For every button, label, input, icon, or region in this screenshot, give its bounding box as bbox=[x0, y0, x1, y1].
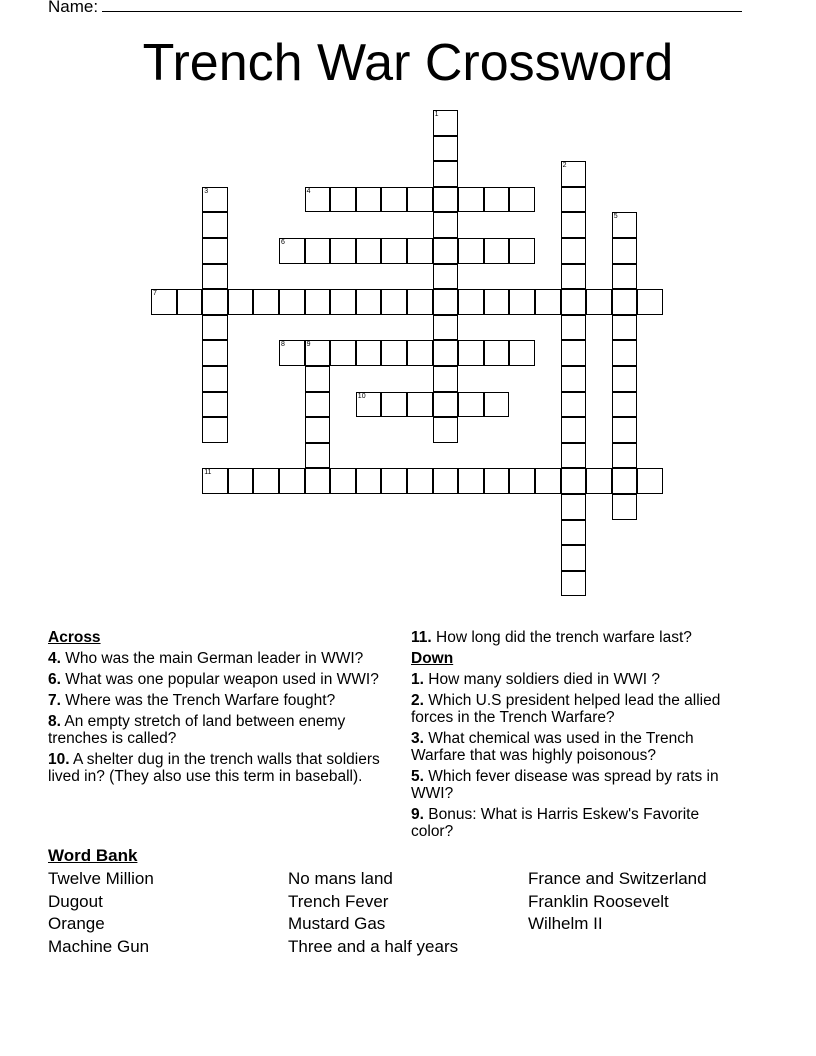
crossword-cell[interactable] bbox=[202, 315, 228, 341]
crossword-cell[interactable] bbox=[561, 264, 587, 290]
crossword-cell[interactable] bbox=[305, 340, 331, 366]
word-bank-item: No mans land bbox=[288, 869, 393, 888]
crossword-cell[interactable] bbox=[561, 392, 587, 418]
crossword-cell[interactable] bbox=[330, 340, 356, 366]
crossword-cell[interactable] bbox=[305, 187, 331, 213]
crossword-cell[interactable] bbox=[612, 315, 638, 341]
crossword-cell[interactable] bbox=[356, 392, 382, 418]
clue-number: 9. bbox=[411, 806, 424, 823]
crossword-cell[interactable] bbox=[381, 392, 407, 418]
crossword-cell[interactable] bbox=[458, 340, 484, 366]
crossword-cell[interactable] bbox=[330, 238, 356, 264]
crossword-cell[interactable] bbox=[330, 289, 356, 315]
crossword-cell[interactable] bbox=[612, 212, 638, 238]
crossword-cell[interactable] bbox=[228, 289, 254, 315]
across-clue-8 bbox=[48, 713, 388, 747]
down-clue-9 bbox=[411, 806, 741, 840]
crossword-cell[interactable] bbox=[612, 238, 638, 264]
down-clue-3 bbox=[411, 730, 741, 764]
crossword-cell[interactable] bbox=[279, 289, 305, 315]
clue-text: A shelter dug in the trench walls that soldiers lived in? (They also use this term in baseball). bbox=[48, 751, 380, 785]
cell-number: 4 bbox=[306, 187, 311, 195]
crossword-cell[interactable] bbox=[202, 340, 228, 366]
crossword-cell[interactable] bbox=[458, 289, 484, 315]
crossword-cell[interactable] bbox=[407, 340, 433, 366]
crossword-cell[interactable] bbox=[202, 468, 228, 494]
crossword-cell[interactable] bbox=[356, 340, 382, 366]
crossword-cell[interactable] bbox=[561, 315, 587, 341]
crossword-cell[interactable] bbox=[305, 289, 331, 315]
crossword-cell[interactable] bbox=[356, 238, 382, 264]
crossword-cell[interactable] bbox=[202, 264, 228, 290]
crossword-cell[interactable] bbox=[612, 289, 638, 315]
crossword-cell[interactable] bbox=[228, 468, 254, 494]
crossword-cell[interactable] bbox=[561, 366, 587, 392]
crossword-cell[interactable] bbox=[305, 468, 331, 494]
crossword-cell[interactable] bbox=[561, 443, 587, 469]
name-blank[interactable] bbox=[102, 0, 742, 12]
crossword-cell[interactable] bbox=[535, 289, 561, 315]
crossword-cell[interactable] bbox=[381, 187, 407, 213]
crossword-cell[interactable] bbox=[433, 468, 459, 494]
crossword-cell[interactable] bbox=[509, 238, 535, 264]
word-bank-item: Twelve Million bbox=[48, 869, 154, 888]
word-bank-item: Franklin Roosevelt bbox=[528, 892, 669, 911]
name-line bbox=[48, 0, 742, 17]
crossword-cell[interactable] bbox=[330, 187, 356, 213]
crossword-cell[interactable] bbox=[202, 238, 228, 264]
crossword-cell[interactable] bbox=[561, 494, 587, 520]
crossword-cell[interactable] bbox=[433, 187, 459, 213]
cell-number: 7 bbox=[153, 290, 157, 298]
clue-number: 7. bbox=[48, 692, 61, 709]
crossword-cell[interactable] bbox=[458, 392, 484, 418]
crossword-cell[interactable] bbox=[433, 289, 459, 315]
crossword-cell[interactable] bbox=[202, 289, 228, 315]
crossword-cell[interactable] bbox=[458, 468, 484, 494]
crossword-cell[interactable] bbox=[433, 264, 459, 290]
crossword-cell[interactable] bbox=[202, 187, 228, 213]
crossword-cell[interactable] bbox=[433, 238, 459, 264]
down-clue-5 bbox=[411, 768, 741, 802]
crossword-cell[interactable] bbox=[433, 417, 459, 443]
clues-column-right bbox=[411, 629, 741, 844]
crossword-cell[interactable] bbox=[612, 468, 638, 494]
word-bank-item: Three and a half years bbox=[288, 937, 459, 956]
crossword-cell[interactable] bbox=[433, 340, 459, 366]
crossword-cell[interactable] bbox=[561, 520, 587, 546]
crossword-cell[interactable] bbox=[305, 238, 331, 264]
crossword-cell[interactable] bbox=[484, 340, 510, 366]
crossword-cell[interactable] bbox=[253, 468, 279, 494]
crossword-cell[interactable] bbox=[458, 238, 484, 264]
name-label: Name: bbox=[48, 0, 99, 16]
word-bank-item: Orange bbox=[48, 914, 105, 933]
clue-number: 6. bbox=[48, 671, 61, 688]
crossword-cell[interactable] bbox=[586, 468, 612, 494]
crossword-cell[interactable] bbox=[612, 264, 638, 290]
crossword-cell[interactable] bbox=[433, 212, 459, 238]
crossword-cell[interactable] bbox=[305, 443, 331, 469]
clue-text: What chemical was used in the Trench Warfare that was highly poisonous? bbox=[411, 730, 694, 764]
crossword-cell[interactable] bbox=[202, 212, 228, 238]
cell-number: 1 bbox=[434, 111, 439, 118]
crossword-cell[interactable] bbox=[484, 289, 510, 315]
across-clue-11 bbox=[411, 629, 741, 646]
cell-number: 3 bbox=[204, 187, 209, 195]
across-clue-6 bbox=[48, 671, 388, 688]
crossword-cell[interactable] bbox=[561, 289, 587, 315]
crossword-cell[interactable] bbox=[433, 110, 459, 136]
across-clue-4 bbox=[48, 650, 388, 667]
clues-column-left bbox=[48, 629, 388, 789]
cell-number: 5 bbox=[613, 213, 618, 221]
cell-number: 10 bbox=[357, 392, 366, 400]
crossword-cell[interactable] bbox=[407, 468, 433, 494]
clue-text: How long did the trench warfare last? bbox=[436, 629, 692, 646]
crossword-cell[interactable] bbox=[561, 238, 587, 264]
across-clue-7 bbox=[48, 692, 388, 709]
crossword-cell[interactable] bbox=[407, 289, 433, 315]
crossword-cell[interactable] bbox=[253, 289, 279, 315]
crossword-cell[interactable] bbox=[279, 238, 305, 264]
crossword-cell[interactable] bbox=[586, 289, 612, 315]
crossword-cell[interactable] bbox=[305, 417, 331, 443]
crossword-cell[interactable] bbox=[433, 136, 459, 162]
clue-text: How many soldiers died in WWI ? bbox=[428, 671, 660, 688]
clue-number: 11. bbox=[411, 629, 432, 646]
crossword-cell[interactable] bbox=[612, 366, 638, 392]
crossword-cell[interactable] bbox=[356, 187, 382, 213]
crossword-cell[interactable] bbox=[356, 289, 382, 315]
crossword-cell[interactable] bbox=[637, 289, 663, 315]
crossword-cell[interactable] bbox=[356, 468, 382, 494]
clue-text: An empty stretch of land between enemy trenches is called? bbox=[48, 713, 346, 747]
crossword-cell[interactable] bbox=[612, 417, 638, 443]
crossword-cell[interactable] bbox=[381, 468, 407, 494]
clue-text: Where was the Trench Warfare fought? bbox=[65, 692, 336, 709]
clue-text: Which fever disease was spread by rats in WWI? bbox=[411, 768, 719, 802]
word-bank-item: France and Switzerland bbox=[528, 869, 707, 888]
cell-number: 8 bbox=[281, 341, 285, 349]
down-clue-1 bbox=[411, 671, 741, 688]
page-title: Trench War Crossword bbox=[142, 34, 674, 92]
crossword-cell[interactable] bbox=[509, 468, 535, 494]
clue-number: 3. bbox=[411, 730, 424, 747]
crossword-cell[interactable] bbox=[433, 392, 459, 418]
across-clue-10 bbox=[48, 751, 388, 785]
crossword-cell[interactable] bbox=[612, 340, 638, 366]
clue-text: Who was the main German leader in WWI? bbox=[65, 650, 364, 667]
crossword-cell[interactable] bbox=[509, 289, 535, 315]
crossword-cell[interactable] bbox=[305, 392, 331, 418]
cell-number: 9 bbox=[306, 341, 311, 349]
down-heading: Down bbox=[411, 650, 454, 667]
crossword-cell[interactable] bbox=[484, 468, 510, 494]
crossword-cell[interactable] bbox=[177, 289, 203, 315]
crossword-cell[interactable] bbox=[407, 238, 433, 264]
clue-text: Which U.S president helped lead the allied forces in the Trench Warfare? bbox=[411, 692, 721, 726]
crossword-cell[interactable] bbox=[433, 161, 459, 187]
clue-number: 4. bbox=[48, 650, 61, 667]
crossword-cell[interactable] bbox=[561, 468, 587, 494]
clue-number: 5. bbox=[411, 768, 424, 785]
crossword-cell[interactable] bbox=[612, 494, 638, 520]
clue-number: 2. bbox=[411, 692, 424, 709]
word-bank-heading: Word Bank bbox=[48, 846, 138, 865]
across-heading: Across bbox=[48, 629, 101, 646]
word-bank-item: Mustard Gas bbox=[288, 914, 386, 933]
crossword-cell[interactable] bbox=[407, 392, 433, 418]
crossword-cell[interactable] bbox=[381, 289, 407, 315]
crossword-cell[interactable] bbox=[535, 468, 561, 494]
crossword-cell[interactable] bbox=[202, 366, 228, 392]
crossword-cell[interactable] bbox=[279, 340, 305, 366]
clue-text: What was one popular weapon used in WWI? bbox=[65, 671, 379, 688]
cell-number: 2 bbox=[562, 162, 567, 170]
clue-number: 1. bbox=[411, 671, 424, 688]
crossword-cell[interactable] bbox=[561, 161, 587, 187]
crossword-cell[interactable] bbox=[202, 417, 228, 443]
crossword-cell[interactable] bbox=[561, 417, 587, 443]
crossword-cell[interactable] bbox=[407, 187, 433, 213]
crossword-cell[interactable] bbox=[458, 187, 484, 213]
crossword-cell[interactable] bbox=[381, 238, 407, 264]
cell-number: 6 bbox=[281, 239, 285, 246]
word-bank-item: Dugout bbox=[48, 892, 103, 911]
cell-number: 11 bbox=[204, 469, 212, 477]
crossword-cell[interactable] bbox=[509, 340, 535, 366]
crossword-cell[interactable] bbox=[561, 212, 587, 238]
crossword-cell[interactable] bbox=[561, 187, 587, 213]
crossword-cell[interactable] bbox=[561, 571, 587, 597]
crossword-cell[interactable] bbox=[202, 392, 228, 418]
down-clue-2 bbox=[411, 692, 741, 726]
word-bank-item: Trench Fever bbox=[288, 892, 389, 911]
crossword-cell[interactable] bbox=[509, 187, 535, 213]
crossword-cell[interactable] bbox=[612, 392, 638, 418]
crossword-cell[interactable] bbox=[151, 289, 177, 315]
word-bank-item: Wilhelm II bbox=[528, 914, 603, 933]
clue-number: 8. bbox=[48, 713, 61, 730]
crossword-cell[interactable] bbox=[484, 392, 510, 418]
crossword-cell[interactable] bbox=[279, 468, 305, 494]
crossword-cell[interactable] bbox=[484, 238, 510, 264]
crossword-cell[interactable] bbox=[484, 187, 510, 213]
crossword-cell[interactable] bbox=[433, 366, 459, 392]
clue-text: Bonus: What is Harris Eskew's Favorite color? bbox=[411, 806, 700, 840]
crossword-cell[interactable] bbox=[305, 366, 331, 392]
crossword-cell[interactable] bbox=[433, 315, 459, 341]
crossword-cell[interactable] bbox=[561, 340, 587, 366]
crossword-cell[interactable] bbox=[330, 468, 356, 494]
crossword-cell[interactable] bbox=[381, 340, 407, 366]
clue-number: 10. bbox=[48, 751, 70, 768]
crossword-cell[interactable] bbox=[612, 443, 638, 469]
crossword-cell[interactable] bbox=[561, 545, 587, 571]
crossword-cell[interactable] bbox=[637, 468, 663, 494]
word-bank-item: Machine Gun bbox=[48, 937, 150, 956]
